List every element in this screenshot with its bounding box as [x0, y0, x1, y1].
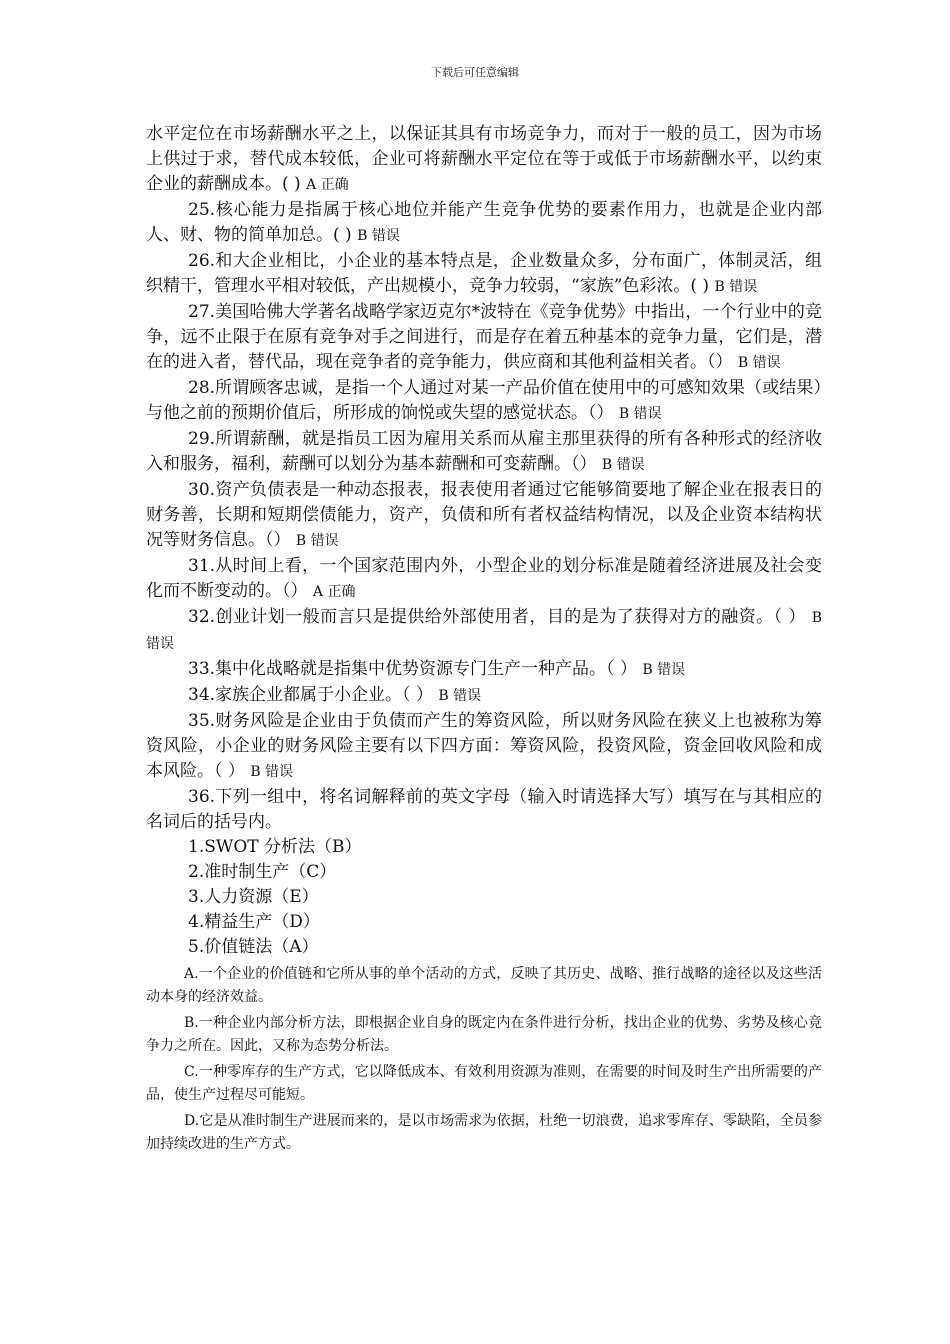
question-text: 36.下列一组中，将名词解释前的英文字母（输入时请选择大写）填写在与其相应的名词后的括号内。 [146, 787, 822, 832]
answer-text: B 错误 [714, 279, 758, 295]
question-item [146, 198, 822, 249]
question-item [146, 554, 822, 605]
definition-item: B.一种企业内部分析方法，即根据企业自身的既定内在条件进行分析，找出企业的优势、劣势及核心竞争力之所在。因此，又称为态势分析法。 [146, 1015, 822, 1054]
answer-text: B 错误 [642, 662, 686, 678]
answer-text: B 错误 [438, 688, 482, 704]
question-text: 27.美国哈佛大学著名战略学家迈克尔*波特在《竞争优势》中指出，一个行业中的竞争，远不止限于在原有竞争对手之间进行，而是存在着五种基本的竞争力量，它们是，潜在的进入者，替代品，现在竞争者的竞争能力，供应商和其他利益相关者。（） [146, 302, 822, 372]
page-header: 下载后可任意编辑 [431, 66, 519, 79]
question-item [146, 683, 822, 709]
question-text: 29.所谓薪酬，就是指员工因为雇用关系而从雇主那里获得的所有各种形式的经济收入和服务，福利，薪酬可以划分为基本薪酬和可变薪酬。（） [146, 429, 822, 474]
question-item [146, 427, 822, 478]
question-item [146, 300, 822, 376]
definition-item: C.一种零库存的生产方式，它以降低成本、有效利用资源为准则，在需要的时间及时生产出所需要的产品，使生产过程尽可能短。 [146, 1064, 822, 1103]
match-item: 5.价值链法（A） [188, 937, 319, 957]
answer-text: B 错误 [601, 457, 645, 473]
question-text: 30.资产负债表是一种动态报表，报表使用者通过它能够简要地了解企业在报表日的财务善，长期和短期偿债能力，资产，负债和所有者权益结构情况，以及企业资本结构状况等财务信息。（） [146, 480, 822, 550]
match-item: 2.准时制生产（C） [188, 862, 337, 882]
question-item [146, 249, 822, 300]
question-text: 33.集中化战略就是指集中优势资源专门生产一种产品。（ ） [188, 659, 637, 679]
answer-text: B 错误 [146, 610, 822, 652]
document-body [146, 122, 822, 1156]
question-text: 35.财务风险是企业由于负债而产生的筹资风险，所以财务风险在狭义上也被称为筹资风险，小企业的财务风险主要有以下四方面：筹资风险，投资风险，资金回收风险和成本风险。（ ） [146, 711, 822, 781]
match-item: 1.SWOT 分析法（B） [188, 837, 362, 857]
match-item: 3.人力资源（E） [188, 887, 319, 907]
answer-text: B 错误 [357, 228, 400, 244]
question-item [146, 478, 822, 554]
question-item [146, 785, 822, 835]
answer-text: B 错误 [737, 355, 781, 371]
question-text: 32.创业计划一般而言只是提供给外部使用者，目的是为了获得对方的融资。（ ） [188, 607, 806, 627]
question-item [146, 709, 822, 785]
question-text: 水平定位在市场薪酬水平之上，以保证其具有市场竞争力，而对于一般的员工，因为市场上供过于求，替代成本较低，企业可将薪酬水平定位在等于或低于市场薪酬水平，以约束企业的薪酬成本。( ) [146, 124, 822, 194]
definition-item: A.一个企业的价值链和它所从事的单个活动的方式，反映了其历史、战略、推行战略的途径以及这些活动本身的经济效益。 [146, 966, 822, 1005]
answer-text: B 错误 [295, 533, 339, 549]
answer-text: A 正确 [312, 584, 356, 600]
question-item [146, 657, 822, 683]
question-text: 31.从时间上看，一个国家范围内外，小型企业的划分标准是随着经济进展及社会变化而不断变动的。（） [146, 556, 822, 601]
match-item: 4.精益生产（D） [188, 912, 320, 932]
question-text: 34.家族企业都属于小企业。（ ） [188, 685, 433, 705]
answer-text: B 错误 [618, 406, 662, 422]
answer-text: A 正确 [306, 177, 349, 193]
question-item [146, 122, 822, 198]
question-text: 26.和大企业相比，小企业的基本特点是，企业数量众多，分布面广，体制灵活，组织精干，管理水平相对较低，产出规模小，竞争力较弱，“家族”色彩浓。( ) [146, 251, 822, 296]
definition-item: D.它是从准时制生产进展而来的，是以市场需求为依据，杜绝一切浪费，追求零库存、零缺陷，全员参加持续改进的生产方式。 [146, 1113, 822, 1152]
question-item [146, 605, 822, 657]
question-text: 28.所谓顾客忠诚，是指一个人通过对某一产品价值在使用中的可感知效果（或结果）与他之前的预期价值后，所形成的饷悦或失望的感觉状态。（） [146, 378, 822, 423]
match-list [146, 835, 822, 960]
question-item [146, 376, 822, 427]
answer-text: B 错误 [250, 764, 294, 780]
question-text: 25.核心能力是指属于核心地位并能产生竞争优势的要素作用力，也就是企业内部人、财、物的简单加总。( ) [146, 200, 822, 245]
